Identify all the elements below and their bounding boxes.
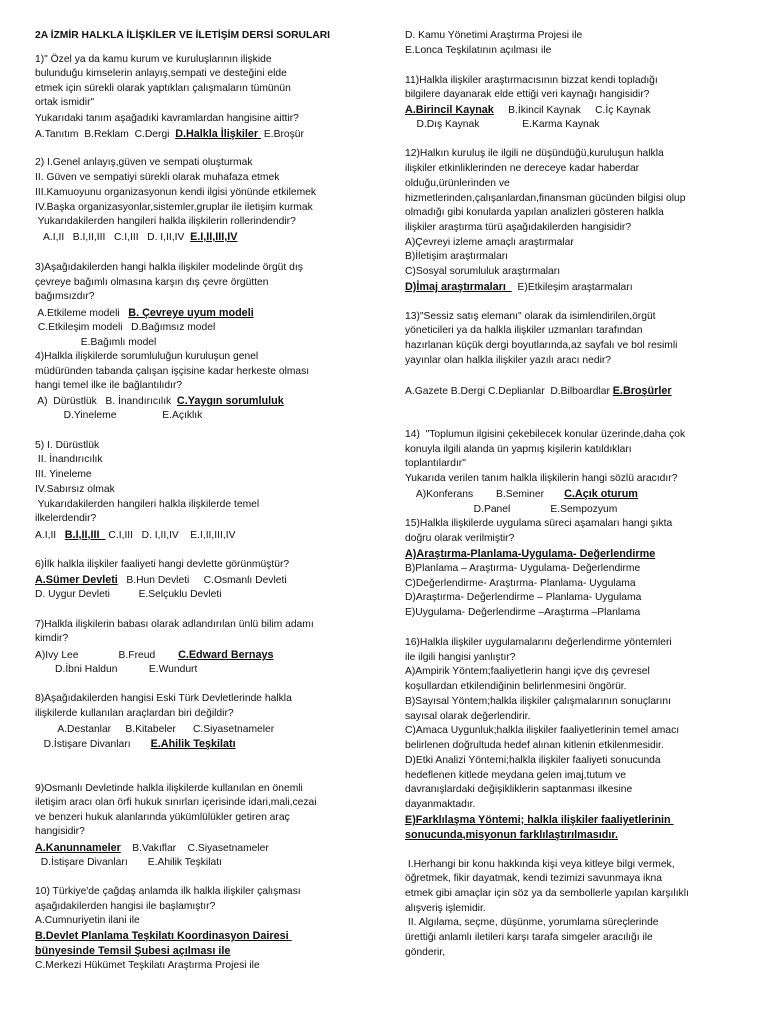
- correct-answer: A.Birincil Kaynak: [405, 104, 494, 116]
- line-text: D. Uygur Devleti E.Selçuklu Devleti: [35, 589, 222, 600]
- right-text-line: [405, 236, 574, 250]
- line-text: 6)İlk halkla ilişkiler faaliyeti hangi devlette görünmüştür?: [35, 559, 290, 570]
- right-text-line: [405, 443, 632, 457]
- right-text-line: [405, 665, 650, 679]
- line-text: E.Lonca Teşkilatının açılması ile: [405, 45, 552, 56]
- line-text: 11)Halkla ilişkiler araştırmacısının bizzat kendi topladığı: [405, 75, 658, 86]
- right-text-line: [405, 487, 638, 502]
- right-text-line: [405, 103, 651, 118]
- line-text: bilgilere dayanarak elde ettiği veri kaynağı hangisidir?: [405, 89, 650, 100]
- right-text-line: [405, 280, 633, 295]
- right-text-line: [405, 591, 641, 605]
- right-text-line: [405, 680, 627, 694]
- line-text: D. Kamu Yönetimi Araştırma Projesi ile: [405, 30, 583, 41]
- line-text: D.Panel E.Sempozyum: [405, 504, 618, 515]
- line-text: E)Etkileşim araştarmaları: [511, 282, 633, 293]
- left-text-line: [35, 483, 115, 497]
- right-text-line: [405, 74, 658, 88]
- line-text: A) Dürüstlük B. İnandırıcılık: [35, 396, 177, 407]
- left-text-line: [35, 512, 96, 526]
- line-text: Yukarıdaki tanım aşağadıki kavramlardan hangisine aittir?: [35, 113, 299, 124]
- right-text-line: [405, 88, 649, 102]
- line-text: B.Hun Devleti C.Osmanlı Devleti: [117, 575, 287, 586]
- line-text: Yukarıdakilerden hangileri halkla ilişkilerin rollerindendir?: [35, 216, 296, 227]
- left-text-line: [35, 290, 95, 304]
- correct-answer: B.I,II,III: [64, 529, 106, 541]
- left-text-line: [35, 230, 237, 245]
- left-text-line: [35, 782, 303, 796]
- line-text: III. Yineleme: [35, 469, 92, 480]
- line-text: bağımsızdır?: [35, 291, 95, 302]
- left-text-line: [35, 453, 103, 467]
- line-text: yayınlar olan halkla ilişkiler yazılı aracı nedir?: [405, 355, 612, 366]
- right-text-line: [405, 428, 685, 442]
- line-text: A.Destanlar B.Kitabeler C.Siyasetnameler: [35, 724, 275, 735]
- line-text: olmadığı gibi konularda yapılan analizleri gösteren halkla: [405, 207, 664, 218]
- left-text-line: [35, 379, 182, 393]
- line-text: D.Yineleme E.Açıklık: [35, 410, 203, 421]
- right-text-line: [405, 532, 514, 546]
- right-text-line: [405, 547, 655, 562]
- correct-answer: B.Devlet Planlama Teşkilatı Koordinasyon Dairesi: [35, 930, 292, 942]
- right-text-line: [405, 887, 689, 901]
- line-text: hedeflenen kitlede meydana gelen imaj,tutum ve: [405, 770, 626, 781]
- line-text: IV.Başka organizasyonlar,sistemler,gruplar ile iletişim kurmak: [35, 202, 313, 213]
- left-text-line: [35, 127, 304, 142]
- correct-answer: C.Yaygın sorumluluk: [176, 395, 284, 407]
- line-text: A)Çevreyi izleme amaçlı araştırmalar: [405, 237, 574, 248]
- left-text-line: [35, 365, 309, 379]
- left-text-line: [35, 201, 313, 215]
- line-text: I.Herhangi bir konu hakkında kişi veya kitleye bilgi vermek,: [405, 859, 675, 870]
- line-text: 2) I.Genel anlayış,güven ve sempati oluşturmak: [35, 157, 253, 168]
- correct-answer: bünyesinde Temsil Şubesi açılması ile: [35, 945, 231, 957]
- left-text-line: [35, 914, 140, 928]
- line-text: hangi temel ilke ile bağlantılıdır?: [35, 380, 183, 391]
- line-text: A)Ampirik Yöntem;faaliyetlerin hangi içve dış çevresel: [405, 666, 650, 677]
- right-text-line: [405, 916, 659, 930]
- right-text-line: [405, 798, 475, 812]
- right-text-line: [405, 310, 656, 324]
- line-text: belirlenen doğrultuda hedef alınan kitlenin etkilenmesidir.: [405, 740, 664, 751]
- right-text-line: [405, 783, 632, 797]
- left-text-line: [35, 29, 330, 43]
- correct-answer: C.Açık oturum: [564, 488, 638, 500]
- line-text: A.I,II B.I,II,III C.I,III D. I,II,IV: [35, 232, 191, 243]
- line-text: davranışlardaki değişikliklerin saptanması ilkesine: [405, 784, 633, 795]
- left-text-line: [35, 261, 303, 275]
- line-text: ve benzeri hukuk alanlarında yükümlülükler getiren araç: [35, 812, 290, 823]
- line-text: B)Planlama – Araştırma- Uygulama- Değerlendirme: [405, 563, 641, 574]
- left-text-line: [35, 737, 236, 752]
- line-text: D)Etki Analizi Yöntemi;halkla ilişkiler faaliyeti sonucunda: [405, 755, 661, 766]
- right-text-line: [405, 384, 672, 399]
- left-text-line: [35, 692, 292, 706]
- left-text-line: [35, 723, 274, 737]
- line-text: 16)Halkla ilişkiler uygulamalarını değerlendirme yöntemleri: [405, 637, 672, 648]
- left-text-line: [35, 558, 289, 572]
- right-text-line: [405, 828, 618, 843]
- correct-answer: B. Çevreye uyum modeli: [128, 307, 254, 319]
- left-text-line: [35, 573, 287, 588]
- right-text-line: [405, 206, 664, 220]
- right-text-line: [405, 250, 508, 264]
- right-text-line: [405, 457, 466, 471]
- right-text-line: [405, 324, 643, 338]
- correct-answer: A.Kanunnameler: [35, 842, 121, 854]
- left-text-line: [35, 468, 92, 482]
- right-text-line: [405, 339, 677, 353]
- line-text: B.İkincil Kaynak C.İç Kaynak: [493, 105, 651, 116]
- correct-answer: A.Sümer Devleti: [35, 574, 118, 586]
- line-text: doğru olarak verilmiştir?: [405, 533, 515, 544]
- line-text: 15)Halkla ilişkilerde uygulama süreci aşamaları hangi şıkta: [405, 518, 673, 529]
- line-text: D)Araştırma- Değerlendirme – Planlama- Uygulama: [405, 592, 642, 603]
- correct-answer: E.I,II,III,IV: [190, 231, 238, 243]
- right-text-line: [405, 118, 600, 132]
- left-text-line: [35, 663, 197, 677]
- right-text-line: [405, 813, 674, 828]
- right-text-line: [405, 902, 486, 916]
- line-text: 4)Halkla ilişkilerde sorumluluğun kuruluşun genel: [35, 351, 259, 362]
- right-text-line: [405, 472, 677, 486]
- right-text-line: [405, 724, 679, 738]
- left-text-line: [35, 825, 85, 839]
- right-text-line: [405, 710, 530, 724]
- line-text: hazırlanan küçük dergi boyutlarında,az sayfalı ve bol resimli: [405, 340, 678, 351]
- line-text: A.Cumnuriyetin ilani ile: [35, 915, 140, 926]
- line-text: E.Bağımlı model: [35, 337, 157, 348]
- line-text: 1)" Özel ya da kamu kurum ve kuruluşlarının ilişkide: [35, 54, 272, 65]
- left-text-line: [35, 439, 99, 453]
- line-text: 14) "Toplumun ilgisini çekebilecek konular üzerinde,daha çok: [405, 429, 686, 440]
- left-text-line: [35, 96, 94, 110]
- correct-answer: C.Edward Bernays: [178, 649, 274, 661]
- correct-answer: E.Broşürler: [612, 385, 672, 397]
- line-text: alışveriş işlemidir.: [405, 903, 486, 914]
- correct-answer: E.Ahilik Teşkilatı: [150, 738, 236, 750]
- left-text-line: [35, 67, 287, 81]
- line-text: IV.Sabırsız olmak: [35, 484, 115, 495]
- line-text: ortak ismidir": [35, 97, 95, 108]
- line-text: aşağıdakilerden hangisi ile başlamıştır?: [35, 901, 216, 912]
- line-text: D.İstişare Divanları E.Ahilik Teşkilatı: [35, 857, 222, 868]
- left-text-line: [35, 336, 156, 350]
- line-text: III.Kamuoyunu organizasyonun kendi ilgisi yönünde etkilemek: [35, 187, 317, 198]
- left-text-line: [35, 82, 291, 96]
- left-text-line: [35, 632, 68, 646]
- line-text: 10) Türkiye'de çağdaş anlamda ilk halkla ilişkiler çalışması: [35, 886, 301, 897]
- left-text-line: [35, 215, 296, 229]
- line-text: B)Sayısal Yöntem;halkla ilişkiler çalışmalarının sonuçlarını: [405, 696, 671, 707]
- line-text: Yukarıda verilen tanım halkla ilişkilerin hangi sözlü aracıdır?: [405, 473, 678, 484]
- line-text: B.Vakıflar C.Siyasetnameler: [120, 843, 269, 854]
- right-text-line: [405, 29, 582, 43]
- right-text-line: [405, 147, 664, 161]
- line-text: A.Gazete B.Dergi C.Deplianlar D.Bilboardlar: [405, 386, 613, 397]
- line-text: 3)Aşağıdakilerden hangi halkla ilişkiler modelinde örgüt dış: [35, 262, 303, 273]
- line-text: hangisidir?: [35, 826, 85, 837]
- line-text: olduğu,ürünlerinden ve: [405, 178, 510, 189]
- line-text: müdüründen tabanda çalışan işçisine kadar herkeste olması: [35, 366, 310, 377]
- right-text-line: [405, 858, 675, 872]
- line-text: II. İnandırıcılık: [35, 454, 103, 465]
- line-text: 5) I. Dürüstlük: [35, 440, 100, 451]
- line-text: 13)"Sessiz satış elemanı" olarak da isimlendirilen,örgüt: [405, 311, 656, 322]
- right-text-line: [405, 946, 445, 960]
- page-title: 2A İZMİR HALKLA İLİŞKİLER VE İLETİŞİM DERSİ SORULARI: [35, 30, 330, 41]
- left-text-line: [35, 409, 202, 423]
- line-text: D.İstişare Divanları: [35, 739, 151, 750]
- line-text: A.Tanıtım B.Reklam C.Dergi: [35, 129, 176, 140]
- left-text-line: [35, 156, 253, 170]
- correct-answer: sonucunda,misyonun farklılaştırılmasıdır.: [405, 829, 618, 841]
- line-text: koşullardan etkilendiğinin belirlenmesini öngörür.: [405, 681, 627, 692]
- left-text-line: [35, 648, 273, 663]
- right-text-line: [405, 517, 672, 531]
- line-text: ilkelerdendir?: [35, 513, 97, 524]
- right-text-line: [405, 606, 640, 620]
- line-text: II. Güven ve sempatiyi sürekli olarak muhafaza etmek: [35, 172, 280, 183]
- left-text-line: [35, 171, 279, 185]
- right-text-line: [405, 44, 551, 58]
- line-text: II. Algılama, seçme, düşünme, yorumlama süreçlerinde: [405, 917, 659, 928]
- line-text: öğretmek, fikir dayatmak, kendi tezimizi savunmaya ikna: [405, 873, 662, 884]
- line-text: dayanmaktadır.: [405, 799, 476, 810]
- left-text-line: [35, 841, 269, 856]
- line-text: ilişkilerde kullanılan araçlardan biri değildir?: [35, 708, 234, 719]
- right-text-line: [405, 265, 560, 279]
- line-text: yöneticileri ya da halkla ilişkiler uzmanları tarafından: [405, 325, 643, 336]
- line-text: A.I,II: [35, 530, 65, 541]
- right-text-line: [405, 192, 685, 206]
- left-text-line: [35, 53, 272, 67]
- line-text: kimdir?: [35, 633, 69, 644]
- line-text: B)İletişim araştırmaları: [405, 251, 508, 262]
- right-text-line: [405, 177, 510, 191]
- line-text: çevreye bağımlı olmasına karşın dış çevre örgütten: [35, 277, 269, 288]
- right-text-line: [405, 354, 611, 368]
- line-text: C)Değerlendirme- Araştırma- Planlama- Uygulama: [405, 578, 636, 589]
- left-text-line: [35, 112, 299, 126]
- left-text-line: [35, 944, 230, 959]
- line-text: gönderir,: [405, 947, 446, 958]
- line-text: D.Dış Kaynak E.Karma Kaynak: [405, 119, 600, 130]
- left-text-line: [35, 498, 259, 512]
- correct-answer: D.Halkla İlişkiler: [175, 128, 262, 140]
- left-text-line: [35, 856, 222, 870]
- left-text-line: [35, 588, 222, 602]
- left-text-line: [35, 350, 258, 364]
- correct-answer: E)Farklılaşma Yöntemi; halkla ilişkiler faaliyetlerinin: [405, 814, 674, 826]
- right-text-line: [405, 651, 515, 665]
- left-text-line: [35, 618, 314, 632]
- line-text: 12)Halkın kuruluş ile ilgili ne düşündüğü,kuruluşun halkla: [405, 148, 664, 159]
- line-text: etmek için sürekli olarak yaptıkları çalışmaların tümünün: [35, 83, 291, 94]
- right-text-line: [405, 221, 631, 235]
- right-text-line: [405, 636, 672, 650]
- right-text-line: [405, 162, 639, 176]
- correct-answer: D)İmaj araştırmaları: [405, 281, 512, 293]
- right-text-line: [405, 577, 636, 591]
- line-text: A)Ivy Lee B.Freud: [35, 650, 179, 661]
- line-text: A.Etkileme modeli: [35, 308, 129, 319]
- right-text-line: [405, 562, 640, 576]
- correct-answer: A)Araştırma-Planlama-Uygulama- Değerlendirme: [405, 548, 656, 560]
- left-text-line: [35, 796, 317, 810]
- left-text-line: [35, 959, 260, 973]
- left-text-line: [35, 811, 290, 825]
- right-text-line: [405, 769, 626, 783]
- left-text-line: [35, 306, 254, 321]
- line-text: bulunduğu kimselerin anlayış,sempati ve desteğini elde: [35, 68, 287, 79]
- right-text-line: [405, 872, 662, 886]
- line-text: E.Broşür: [261, 129, 304, 140]
- line-text: D.İbni Haldun E.Wundurt: [35, 664, 198, 675]
- left-text-line: [35, 528, 235, 543]
- line-text: konuyla ilgili alanda ün yapmış kişilerin katıldıkları: [405, 444, 632, 455]
- line-text: ile ilgili hangisi yanlıştır?: [405, 652, 516, 663]
- line-text: 7)Halkla ilişkilerin babası olarak adlandırılan ünlü bilim adamı: [35, 619, 314, 630]
- line-text: ilişkiler araştırma türü aşağıdakilerden hangisidir?: [405, 222, 632, 233]
- line-text: C)Amaca Uygunluk;halkla ilişkiler faaliyetlerinin temel amacı: [405, 725, 680, 736]
- left-text-line: [35, 929, 292, 944]
- line-text: iletişim aracı olan örfi hukuk sınırları içerisinde idari,mali,cezai: [35, 797, 317, 808]
- right-text-line: [405, 503, 617, 517]
- line-text: Yukarıdakilerden hangileri halkla ilişkilerde temel: [35, 499, 260, 510]
- left-text-line: [35, 900, 215, 914]
- right-text-line: [405, 754, 661, 768]
- line-text: C.I,III D. I,II,IV E.I,II,III,IV: [105, 530, 236, 541]
- left-text-line: [35, 321, 215, 335]
- line-text: hizmetlerinden,çalışanlardan,finansman gücünden bilgisi olup: [405, 193, 686, 204]
- left-text-line: [35, 186, 316, 200]
- right-text-line: [405, 739, 664, 753]
- line-text: E)Uygulama- Değerlendirme –Araştırma –Planlama: [405, 607, 641, 618]
- left-text-line: [35, 885, 301, 899]
- right-text-line: [405, 931, 653, 945]
- line-text: etmek gibi amaçlar için söz ya da sembollerle yapılan karşılıklı: [405, 888, 689, 899]
- left-text-line: [35, 394, 284, 409]
- right-text-line: [405, 695, 671, 709]
- line-text: A)Konferans B.Seminer: [405, 489, 565, 500]
- left-text-line: [35, 276, 269, 290]
- line-text: C.Etkileşim modeli D.Bağımsız model: [35, 322, 216, 333]
- line-text: toplantılardır": [405, 458, 466, 469]
- line-text: sayısal olarak değerlendirir.: [405, 711, 531, 722]
- line-text: C)Sosyal sorumluluk araştırmaları: [405, 266, 561, 277]
- line-text: 9)Osmanlı Devletinde halkla ilişkilerde kullanılan en önemli: [35, 783, 303, 794]
- line-text: ürettiği anlamlı iletileri karşı tarafa simgeler aracılığı ile: [405, 932, 653, 943]
- line-text: ilişkiler etkinliklerinden ne dereceye kadar haberdar: [405, 163, 640, 174]
- left-text-line: [35, 707, 234, 721]
- line-text: C.Merkezi Hükümet Teşkilatı Araştırma Projesi ile: [35, 960, 260, 971]
- line-text: 8)Aşağıdakilerden hangisi Eski Türk Devletlerinde halkla: [35, 693, 292, 704]
